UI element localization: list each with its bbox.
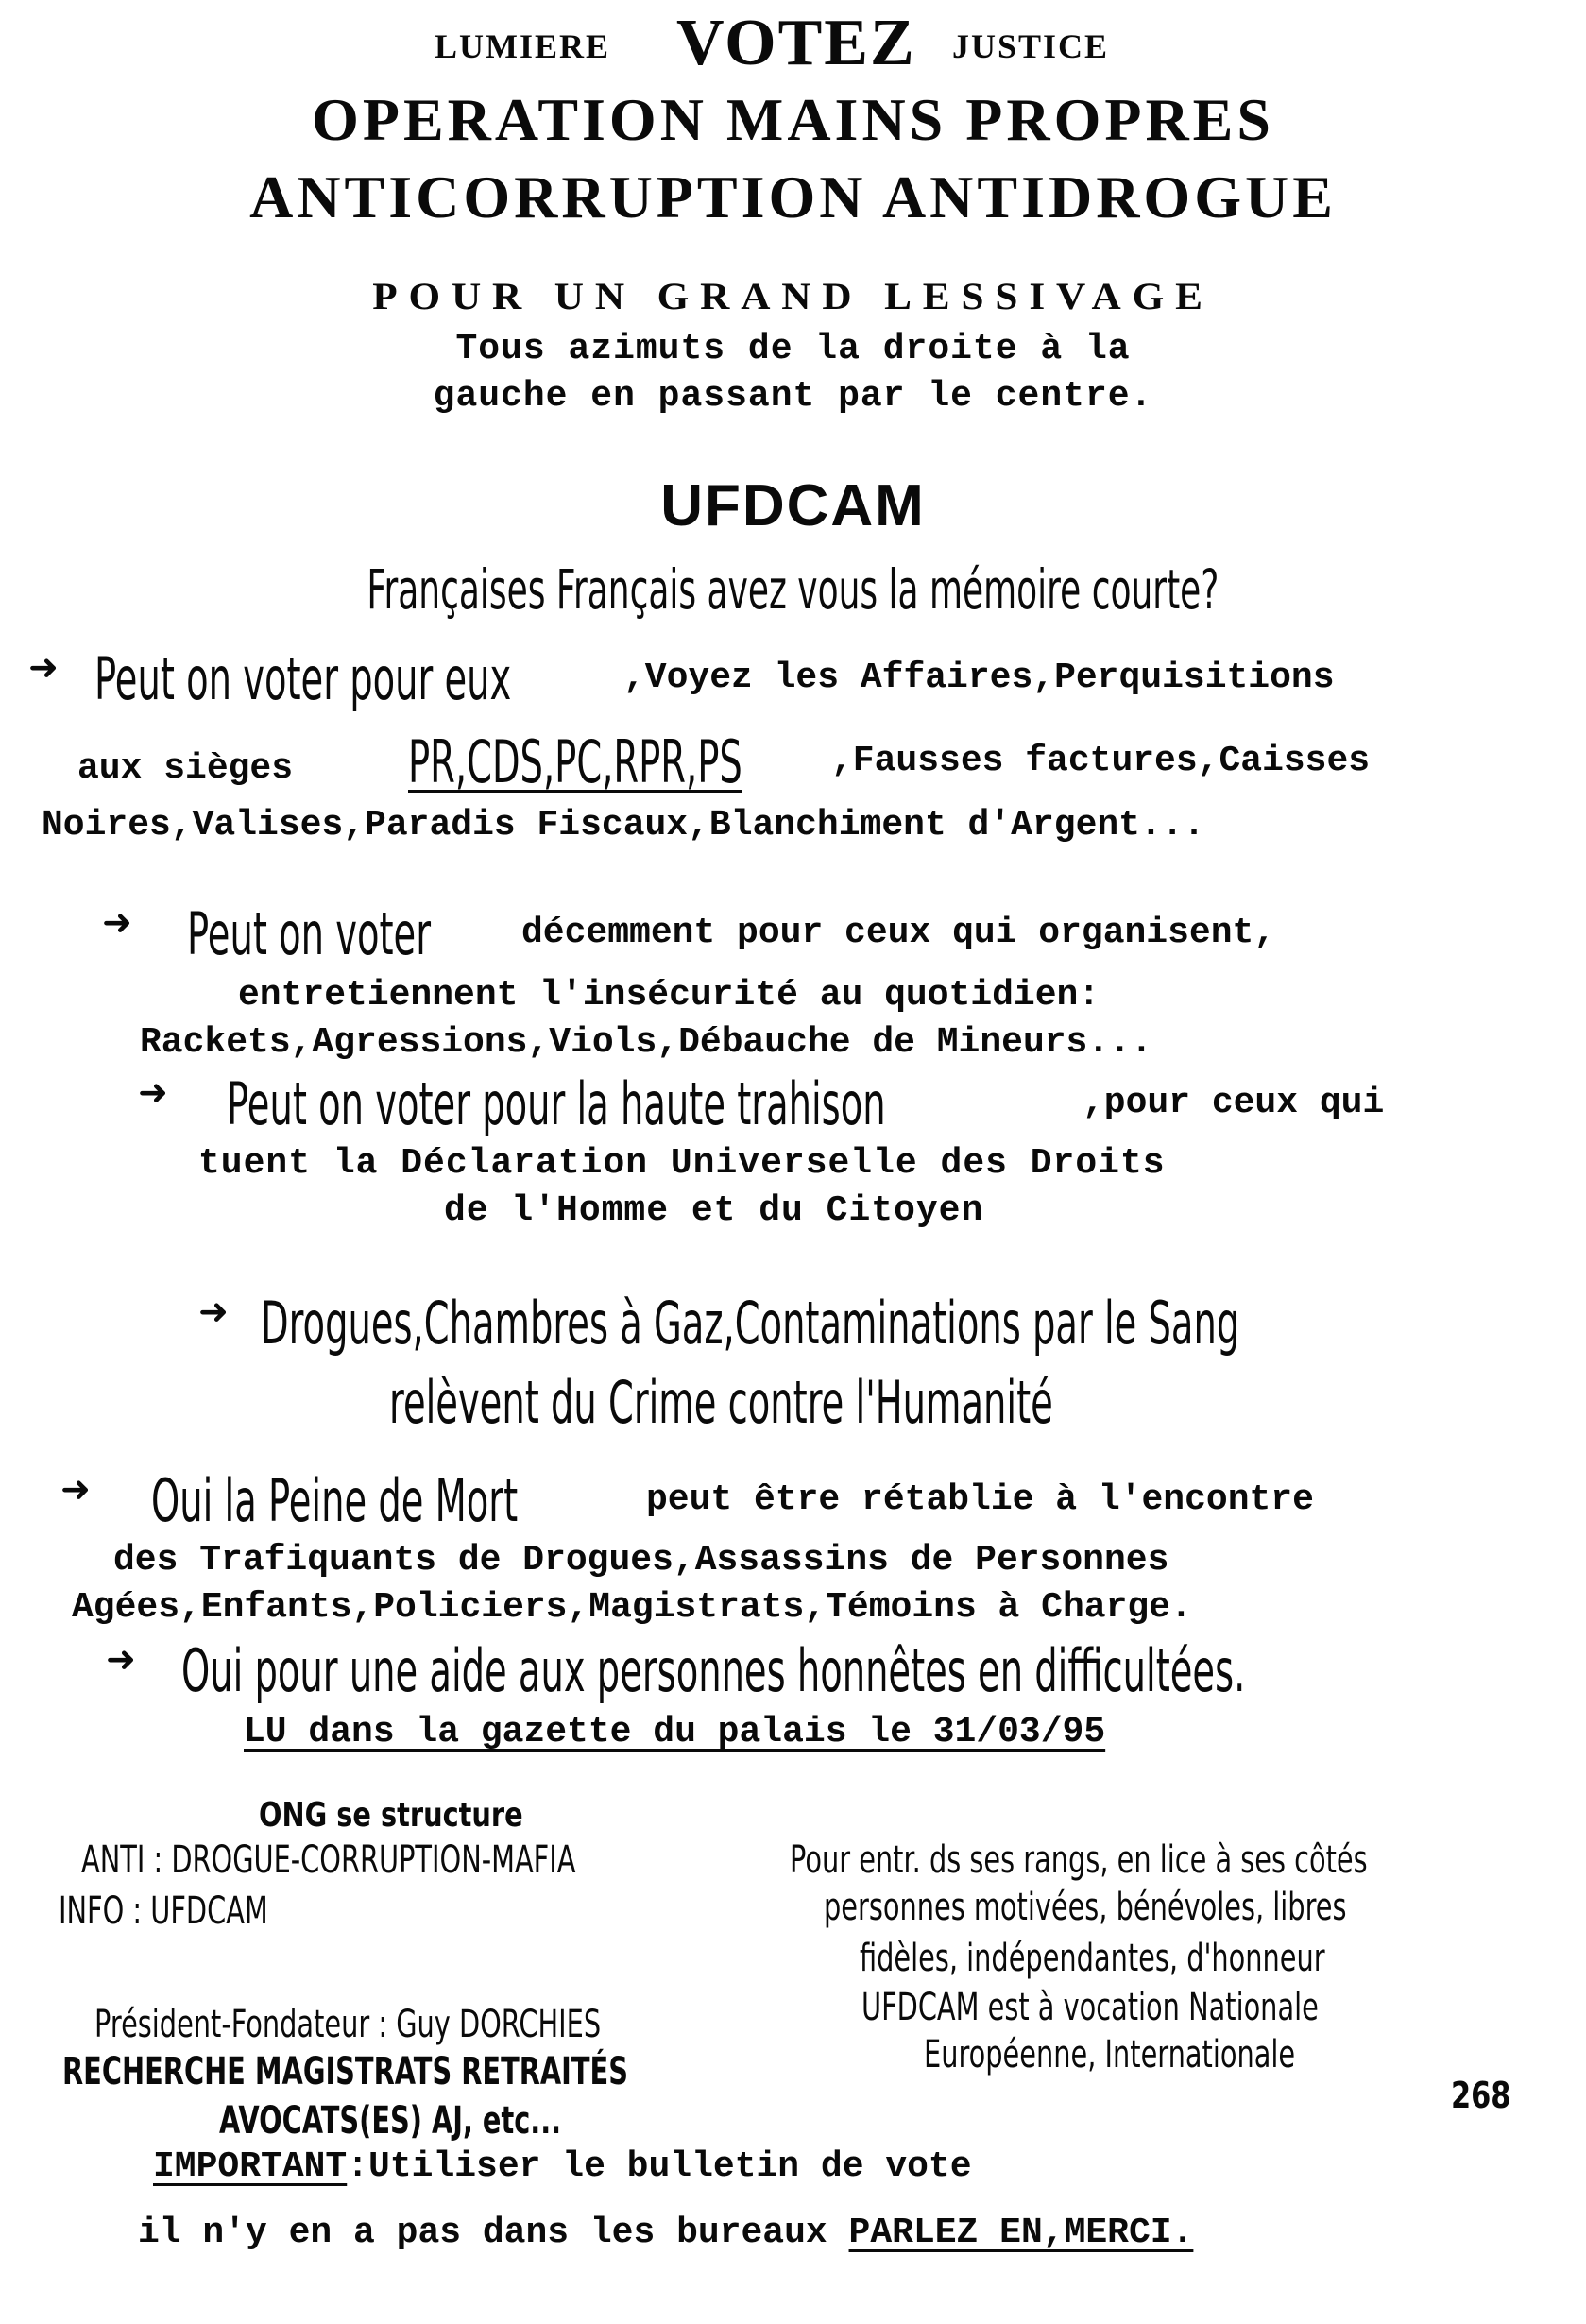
p1-rest-1: ,Voyez les Affaires,Perquisitions <box>623 658 1335 698</box>
left-line-6: AVOCATS(ES) AJ, etc... <box>219 2099 562 2143</box>
p1-parties: PR,CDS,PC,RPR,PS <box>408 727 742 796</box>
p3-lead: Peut on voter pour la haute trahison <box>227 1069 886 1138</box>
header-right-word: JUSTICE <box>952 27 1110 65</box>
p4-line-1 <box>198 1289 1240 1358</box>
header-left-word: LUMIERE <box>435 27 611 65</box>
header-title: VOTEZ <box>676 7 916 79</box>
p2-line-2: entretiennent l'insécurité au quotidien: <box>238 975 1100 1016</box>
p6-line-1-text: Oui pour une aide aux personnes honnêtes en difficultées. <box>181 1636 1246 1705</box>
p3-line-2: tuent la Déclaration Universelle des Droits <box>198 1143 1166 1184</box>
p1-line-2-rest: ,Fausses factures,Caisses <box>831 741 1371 781</box>
left-line-5: RECHERCHE MAGISTRATS RETRAITÉS <box>62 2050 628 2093</box>
p5-line-1 <box>60 1466 1314 1535</box>
right-line-3: fidèles, indépendantes, d'honneur <box>860 1937 1325 1980</box>
p4-line-1-text: Drogues,Chambres à Gaz,Contaminations par le Sang <box>261 1289 1240 1358</box>
right-line-5: Européenne, Internationale <box>924 2033 1296 2076</box>
footer-rest-1: :Utiliser le bulletin de vote <box>347 2146 972 2187</box>
p3-line-1 <box>138 1069 1385 1138</box>
p4-line-2 <box>389 1368 1460 1437</box>
p5-line-2: des Trafiquants de Drogues,Assassins de Personnes <box>113 1540 1169 1581</box>
p2-lead: Peut on voter <box>187 899 432 968</box>
headline-lessivage: POUR UN GRAND LESSIVAGE <box>372 275 1214 317</box>
arrow-icon: ➜ <box>60 1468 91 1510</box>
important-label: IMPORTANT <box>153 2146 348 2187</box>
source-citation: LU dans la gazette du palais le 31/03/95 <box>244 1712 1106 1752</box>
p2-line-1 <box>102 899 1276 968</box>
p4-line-2-text: relèvent du Crime contre l'Humanité <box>389 1368 1053 1437</box>
p5-rest-1: peut être rétablie à l'encontre <box>646 1479 1314 1520</box>
arrow-icon: ➜ <box>138 1071 168 1113</box>
speak-label: PARLEZ EN,MERCI. <box>848 2213 1194 2253</box>
headline-anticorruption: ANTICORRUPTION ANTIDROGUE <box>249 163 1337 231</box>
p1-line-2-pre: aux sièges <box>77 748 294 789</box>
p5-line-3: Agées,Enfants,Policiers,Magistrats,Témoins à Charge. <box>72 1587 1192 1628</box>
right-line-2: personnes motivées, bénévoles, libres <box>824 1886 1347 1929</box>
p5-lead: Oui la Peine de Mort <box>151 1466 519 1535</box>
footer-line-1 <box>153 2146 972 2187</box>
p3-rest-1: ,pour ceux qui <box>1083 1083 1385 1123</box>
right-line-4: UFDCAM est à vocation Nationale <box>861 1986 1319 2029</box>
p1-lead: Peut on voter pour eux <box>94 644 512 713</box>
question-text: Françaises Français avez vous la mémoire courte? <box>367 557 1219 622</box>
left-line-3: INFO : UFDCAM <box>59 1889 268 1933</box>
p2-line-3: Rackets,Agressions,Viols,Débauche de Mineurs... <box>140 1022 1152 1063</box>
left-line-2: ANTI : DROGUE-CORRUPTION-MAFIA <box>81 1838 576 1882</box>
arrow-icon: ➜ <box>102 901 132 943</box>
left-line-4: Président-Fondateur : Guy DORCHIES <box>94 2003 602 2046</box>
p2-rest-1: décemment pour ceux qui organisent, <box>521 913 1276 953</box>
headline-operation: OPERATION MAINS PROPRES <box>312 86 1274 153</box>
org-name: UFDCAM <box>660 473 926 538</box>
subtitle-line-2: gauche en passant par le centre. <box>433 376 1153 417</box>
footer-pre-2: il n'y en a pas dans les bureaux <box>138 2213 827 2253</box>
p6-line-1 <box>106 1636 1246 1705</box>
p1-line-3: Noires,Valises,Paradis Fiscaux,Blanchiment d'Argent... <box>42 805 1205 846</box>
footer-line-2 <box>138 2213 1193 2253</box>
arrow-icon: ➜ <box>106 1638 136 1680</box>
arrow-icon: ➜ <box>198 1290 229 1332</box>
subtitle-line-1: Tous azimuts de la droite à la <box>455 329 1131 369</box>
p1-line-1 <box>28 644 1335 713</box>
right-line-1: Pour entr. ds ses rangs, en lice à ses côtés <box>790 1838 1368 1882</box>
left-line-1: ONG se structure <box>259 1796 523 1835</box>
page-number: 268 <box>1451 2075 1511 2116</box>
p3-line-3: de l'Homme et du Citoyen <box>444 1190 984 1231</box>
arrow-icon: ➜ <box>28 646 59 688</box>
question-line <box>0 557 1586 625</box>
